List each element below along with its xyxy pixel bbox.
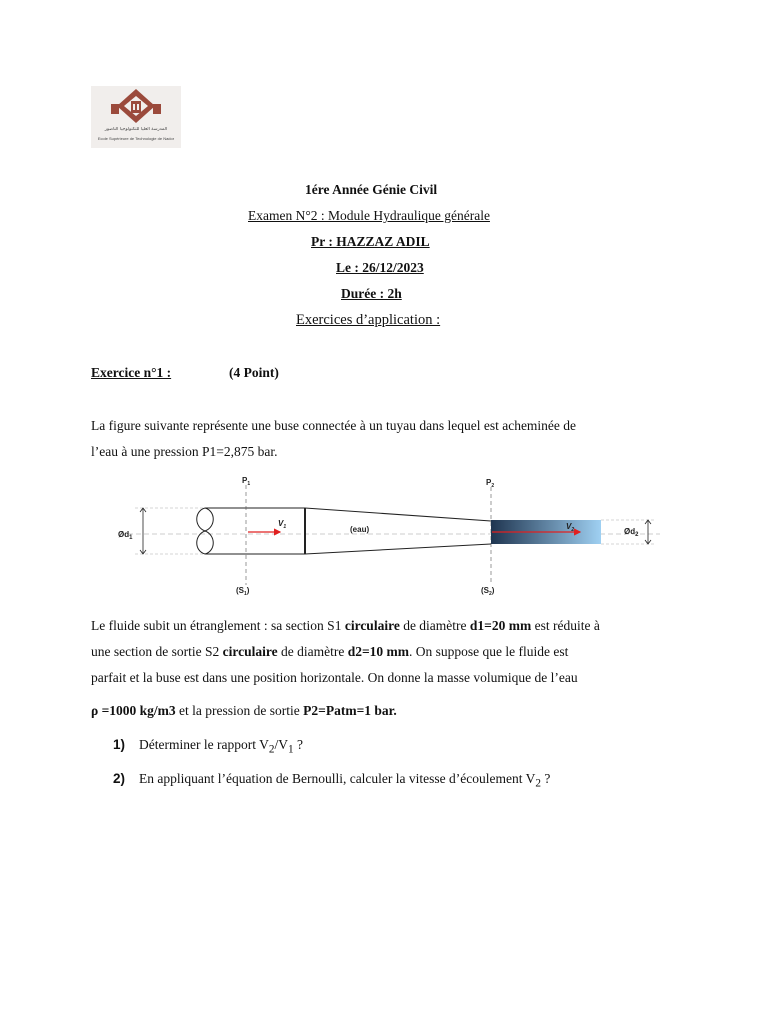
body-line-4 <box>91 703 397 719</box>
body-bold: circulaire <box>344 618 400 633</box>
body-bold: circulaire <box>222 644 278 659</box>
question-text: En appliquant l’équation de Bernoulli, calculer la vitesse d’écoulement V <box>139 771 536 786</box>
question-number: 1) <box>113 737 126 752</box>
subscript: 2 <box>535 777 541 790</box>
label-d1: $Ød_1$ <box>118 530 133 541</box>
question-text: Déterminer le rapport V <box>139 737 269 752</box>
school-logo <box>91 86 181 148</box>
intro-line-1: La figure suivante représente une buse connectée à un tuyau dans lequel est acheminée de <box>91 418 577 433</box>
body-text: une section de sortie S2 <box>91 644 223 659</box>
label-p1: $P_1$ <box>242 476 251 487</box>
header-class-line: 1ére Année Génie Civil <box>305 182 438 197</box>
body-text: Le fluide subit un étranglement : sa section S1 <box>91 618 345 633</box>
header-professor: Pr : HAZZAZ ADIL <box>311 234 430 249</box>
label-d2: $Ød_2$ <box>624 527 639 538</box>
subscript: 1 <box>287 743 294 756</box>
header-exam-title: Examen N°2 : Module Hydraulique générale <box>248 208 490 223</box>
body-text: et la pression de sortie <box>175 703 304 718</box>
question-text: /V <box>274 737 288 752</box>
label-v1: $V_1$ <box>278 519 287 530</box>
header-date: Le : 26/12/2023 <box>336 260 424 275</box>
question-number: 2) <box>113 771 126 786</box>
pipe-break-symbol <box>197 508 214 554</box>
d1-value: d1=20 mm <box>469 618 532 633</box>
logo-arabic-text: المدرسة العليا للتكنولوجيا الناضور <box>104 127 168 132</box>
question-text: ? <box>293 737 303 752</box>
body-line-1 <box>91 613 681 639</box>
header-duration: Durée : 2h <box>341 286 402 301</box>
question-1 <box>113 737 303 756</box>
subscript: 2 <box>268 743 275 756</box>
logo-emblem-icon <box>91 86 181 126</box>
label-p2: $P_2$ <box>486 478 495 489</box>
label-s1: $(S_1)$ <box>236 586 250 597</box>
logo-french-text: Ecole Supérieure de Technologie de Nador <box>97 136 175 141</box>
problem-description <box>91 613 681 691</box>
density-value: ρ =1000 kg/m3 <box>91 703 176 718</box>
intro-line-2: l’eau à une pression P1=2,875 bar. <box>91 444 278 459</box>
body-text: de diamètre <box>399 618 470 633</box>
body-line-2 <box>91 639 681 665</box>
nozzle-figure <box>110 475 670 600</box>
nozzle-wall-top <box>305 508 491 521</box>
d2-value: d2=10 mm <box>347 644 410 659</box>
body-text: de diamètre <box>277 644 348 659</box>
nozzle-wall-bottom <box>305 544 491 554</box>
body-line-3: parfait et la buse est dans une position horizontale. On donne la masse volumique de l’eau <box>91 670 578 685</box>
label-fluid: (eau) <box>350 525 370 534</box>
exercise-points: (4 Point) <box>229 365 279 380</box>
label-v2: $V_2$ <box>566 522 575 533</box>
body-text: . On suppose que le fluide est <box>409 644 569 659</box>
section-title: Exercices d’application : <box>296 312 441 328</box>
label-s2: $(S_2)$ <box>481 586 495 597</box>
exercise-title: Exercice n°1 : <box>91 365 172 380</box>
exercise-intro <box>91 413 681 465</box>
body-text: est réduite à <box>531 618 600 633</box>
question-2 <box>113 771 550 790</box>
question-text: ? <box>541 771 551 786</box>
outlet-pressure-value: P2=Patm=1 bar. <box>303 703 397 718</box>
